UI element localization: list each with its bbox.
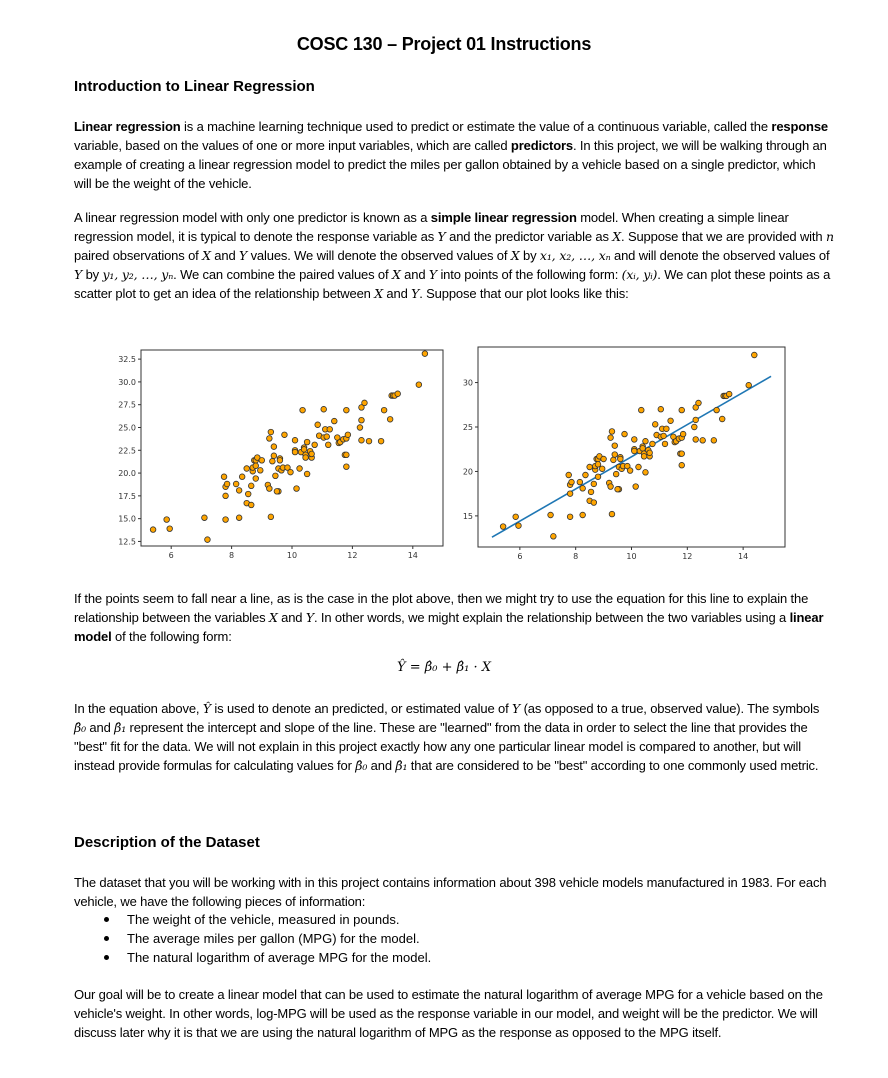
data-point xyxy=(248,483,254,489)
data-point xyxy=(609,429,615,435)
data-point xyxy=(233,481,239,487)
data-point xyxy=(325,442,331,448)
data-point xyxy=(643,470,649,476)
y-tick-label: 22.5 xyxy=(118,446,136,456)
data-point xyxy=(664,426,670,432)
y-tick-label: 32.5 xyxy=(118,355,136,365)
data-point xyxy=(253,463,259,469)
bold-term: predictors xyxy=(510,138,573,153)
data-point xyxy=(292,437,298,443)
regression-equation: Ŷ = β̂₀ + β̂₁ · X xyxy=(396,660,491,675)
data-point xyxy=(301,447,307,453)
data-point xyxy=(271,453,277,459)
x-tick-label: 14 xyxy=(407,551,418,560)
data-point xyxy=(588,489,594,495)
data-point xyxy=(680,431,686,437)
data-point xyxy=(583,472,589,478)
data-point xyxy=(650,441,656,447)
data-point xyxy=(580,512,586,518)
data-point xyxy=(327,427,333,433)
data-point xyxy=(331,418,337,424)
data-point xyxy=(612,443,618,449)
data-point xyxy=(344,452,350,458)
data-point xyxy=(259,458,265,464)
y-tick-label: 27.5 xyxy=(118,400,136,410)
data-point xyxy=(714,407,720,413)
math-symbol: X xyxy=(268,610,278,625)
data-point xyxy=(726,391,732,397)
list-item: The average miles per gallon (MPG) for the model. xyxy=(100,929,431,948)
data-point xyxy=(577,479,583,485)
x-tick-label: 12 xyxy=(347,551,358,560)
data-point xyxy=(236,515,242,521)
section-heading-dataset: Description of the Dataset xyxy=(74,834,260,851)
x-tick-label: 14 xyxy=(738,552,749,561)
data-point xyxy=(344,407,350,413)
math-symbol: Y xyxy=(239,248,248,263)
data-point xyxy=(297,466,303,472)
data-point xyxy=(627,468,633,474)
data-point xyxy=(274,489,280,495)
data-point xyxy=(587,464,593,470)
x-tick-label: 8 xyxy=(229,551,235,560)
list-item: The weight of the vehicle, measured in pounds. xyxy=(100,910,431,929)
data-point xyxy=(566,472,572,478)
x-tick-label: 8 xyxy=(573,552,579,561)
data-point xyxy=(500,524,506,530)
data-point xyxy=(422,351,428,357)
data-point xyxy=(700,438,706,444)
data-point xyxy=(270,458,276,464)
data-point xyxy=(282,432,288,438)
data-point xyxy=(643,438,649,444)
data-point xyxy=(711,438,717,444)
data-point xyxy=(652,422,658,428)
math-symbol: X xyxy=(612,229,622,244)
data-point xyxy=(304,471,310,477)
data-point xyxy=(746,382,752,388)
plot-frame xyxy=(141,350,443,546)
data-point xyxy=(202,515,208,521)
data-point xyxy=(267,486,273,492)
data-point xyxy=(344,464,350,470)
y-tick-label: 17.5 xyxy=(118,491,136,501)
data-point xyxy=(381,407,387,413)
math-symbol: β̂₀ xyxy=(355,758,368,773)
data-point xyxy=(631,448,637,454)
math-symbol: X xyxy=(391,267,401,282)
scatter-plot-with-fit-line xyxy=(445,340,790,565)
data-point xyxy=(321,406,327,412)
x-tick-label: 6 xyxy=(517,552,523,561)
data-point xyxy=(591,500,597,506)
data-point xyxy=(595,462,601,468)
y-tick-label: 15.0 xyxy=(118,514,136,524)
data-point xyxy=(513,514,519,520)
math-symbol: x₁, x₂, …, xₙ xyxy=(539,248,611,263)
math-symbol: X xyxy=(202,248,211,263)
math-symbol: X xyxy=(510,248,520,263)
paragraph-intro: Linear regression is a machine learning technique used to predict or estimate the value of a continuous variable, called the response variable, based on the values of one or more input variables, which are called predictors. In this project, we will be walking through an example of creating a linear regression model to predict the miles per gallon obtained by a vehicle based on a single predictor, which will be the weight of the vehicle. xyxy=(74,119,829,191)
math-symbol: Y xyxy=(512,701,521,716)
data-point xyxy=(633,484,639,490)
data-point xyxy=(345,432,351,438)
paragraph-linear-model: If the points seem to fall near a line, as is the case in the plot above, then we might try to use the equation for this line to explain the relationship between the variables X and Y. In other words, we might explain the relationship between the two variables using a linear model of the following form: xyxy=(74,591,824,644)
data-point xyxy=(271,444,277,450)
data-point xyxy=(636,464,642,470)
data-point xyxy=(292,449,298,455)
data-point xyxy=(268,429,274,435)
data-point xyxy=(569,479,575,485)
bold-term: linear model xyxy=(74,610,824,644)
data-point xyxy=(679,407,685,413)
data-point xyxy=(693,437,699,443)
data-point xyxy=(257,468,263,474)
data-point xyxy=(567,491,573,497)
scatter-plot-raw xyxy=(95,345,450,565)
data-point xyxy=(387,416,393,422)
data-point xyxy=(224,481,230,487)
data-point xyxy=(641,454,647,460)
data-point xyxy=(693,417,699,423)
data-point xyxy=(612,452,618,458)
data-point xyxy=(416,382,422,388)
data-point xyxy=(300,407,306,413)
data-point xyxy=(378,438,384,444)
data-point xyxy=(273,473,279,479)
math-symbol: Y xyxy=(428,267,437,282)
data-point xyxy=(548,512,554,518)
math-symbol: n xyxy=(825,229,834,244)
data-point xyxy=(248,502,254,508)
data-point xyxy=(613,471,619,477)
data-point xyxy=(288,469,294,475)
x-tick-label: 10 xyxy=(626,552,637,561)
data-point xyxy=(315,422,321,428)
data-point xyxy=(661,433,667,439)
data-point xyxy=(618,456,624,462)
data-point xyxy=(516,523,522,529)
data-point xyxy=(551,534,557,540)
data-point xyxy=(253,476,259,482)
math-symbol: β̂₀ xyxy=(74,720,86,735)
data-point xyxy=(366,438,372,444)
paragraph-goal: Our goal will be to create a linear model that can be used to estimate the natural logarithm of average MPG for a vehicle based on the vehicle's weight. In other words, log-MPG will be used as the response variable in our model, and weight will be the predictor. We will discuss later why it is that we are using the natural logarithm of MPG as the response as opposed to the MPG itself. xyxy=(74,987,823,1040)
math-symbol: Y xyxy=(305,610,314,625)
data-point xyxy=(303,455,309,461)
data-point xyxy=(631,437,637,443)
data-point xyxy=(359,417,365,423)
section-heading-intro: Introduction to Linear Regression xyxy=(74,78,315,95)
data-point xyxy=(221,474,227,480)
y-tick-label: 25.0 xyxy=(118,423,136,433)
data-point xyxy=(357,425,363,431)
data-point xyxy=(640,446,646,452)
y-tick-label: 30 xyxy=(462,378,473,388)
math-symbol: y₁, y₂, …, yₙ xyxy=(102,267,174,282)
data-point xyxy=(679,451,685,457)
data-point xyxy=(239,474,245,480)
data-point xyxy=(591,481,597,487)
data-point xyxy=(267,436,273,442)
data-point xyxy=(244,466,250,472)
data-point xyxy=(611,457,617,463)
data-point xyxy=(268,514,274,520)
data-point xyxy=(601,456,607,462)
data-point xyxy=(567,514,573,520)
math-symbol: Y xyxy=(437,229,446,244)
bold-term: Linear regression xyxy=(74,119,181,134)
math-symbol: β̂₁ xyxy=(114,720,127,735)
data-point xyxy=(205,537,211,543)
data-point xyxy=(312,442,318,448)
data-point xyxy=(359,437,365,443)
bold-term: response xyxy=(771,119,829,134)
list-item: The natural logarithm of average MPG for the model. xyxy=(100,948,431,967)
x-tick-label: 12 xyxy=(682,552,693,561)
data-point xyxy=(164,517,170,523)
data-point xyxy=(696,400,702,406)
data-point xyxy=(609,511,615,517)
paragraph-dataset-description: The dataset that you will be working with in this project contains information about 398 vehicle models manufactured in 1983. For each vehicle, we have the following pieces of information: xyxy=(74,875,827,909)
data-point xyxy=(615,486,621,492)
data-point xyxy=(324,434,330,440)
data-point xyxy=(362,400,368,406)
data-point xyxy=(294,486,300,492)
y-tick-label: 12.5 xyxy=(118,537,136,547)
data-point xyxy=(167,526,173,532)
y-tick-label: 20 xyxy=(462,467,473,477)
data-point xyxy=(223,493,229,499)
data-point xyxy=(150,527,156,533)
data-point xyxy=(304,439,310,445)
paragraph-equation-explanation: In the equation above, Ŷ is used to denote an predicted, or estimated value of Y (as opposed to a true, observed value). The symbols β̂₀ and β̂₁ represent the intercept and slope of the line. These are "learned" from the data in order to select the line that provides the "best" fit for the data. We will not explain in this project exactly how any one particular linear model is compared to another, but will instead provide formulas for calculating values for β̂₀ and β̂₁ that are considered to be "best" according to one commonly used metric. xyxy=(74,701,820,773)
data-point xyxy=(608,435,614,441)
data-point xyxy=(658,406,664,412)
data-point xyxy=(309,451,315,457)
data-point xyxy=(245,491,251,497)
dataset-fields-list xyxy=(100,910,431,967)
x-tick-label: 10 xyxy=(286,551,298,560)
data-point xyxy=(395,391,401,397)
plot-frame xyxy=(478,347,785,547)
math-symbol: β̂₁ xyxy=(395,758,408,773)
data-point xyxy=(719,416,725,422)
math-symbol: (xᵢ, yᵢ) xyxy=(621,267,658,282)
math-symbol: Y xyxy=(74,267,83,282)
data-point xyxy=(236,488,242,494)
data-point xyxy=(622,431,628,437)
math-symbol: X xyxy=(374,286,383,301)
data-point xyxy=(752,352,758,358)
data-point xyxy=(647,450,653,456)
data-point xyxy=(662,441,668,447)
data-point xyxy=(691,424,697,430)
y-tick-label: 20.0 xyxy=(118,469,136,479)
data-point xyxy=(668,418,674,424)
data-point xyxy=(608,484,614,490)
math-symbol: Y xyxy=(411,286,420,301)
y-tick-label: 25 xyxy=(462,423,473,432)
x-tick-label: 6 xyxy=(168,551,174,560)
data-point xyxy=(679,462,685,468)
math-symbol: Ŷ xyxy=(202,701,211,716)
data-point xyxy=(277,458,283,464)
page-title: COSC 130 – Project 01 Instructions xyxy=(296,34,592,54)
data-point xyxy=(638,407,644,413)
paragraph-simple-linear-regression: A linear regression model with only one predictor is known as a simple linear regression model. When creating a simple linear regression model, it is typical to denote the response variable as Y and the predictor variable as X. Suppose that we are provided with n paired observations of X and Y values. We will denote the observed values of X by x₁, x₂, …, xₙ and will denote the observed values of Y by y₁, y₂, …, yₙ. We can combine the paired values of X and Y into points of the following form: (xᵢ, yᵢ). We can plot these points as a scatter plot to get an idea of the relationship between X and Y. Suppose that our plot looks like this: xyxy=(74,210,834,301)
y-tick-label: 30.0 xyxy=(118,377,136,387)
bold-term: simple linear regression xyxy=(430,210,577,225)
data-point xyxy=(223,517,229,523)
data-point xyxy=(599,466,605,472)
data-point xyxy=(595,474,601,480)
y-tick-label: 15 xyxy=(462,511,473,521)
data-point xyxy=(580,486,586,492)
